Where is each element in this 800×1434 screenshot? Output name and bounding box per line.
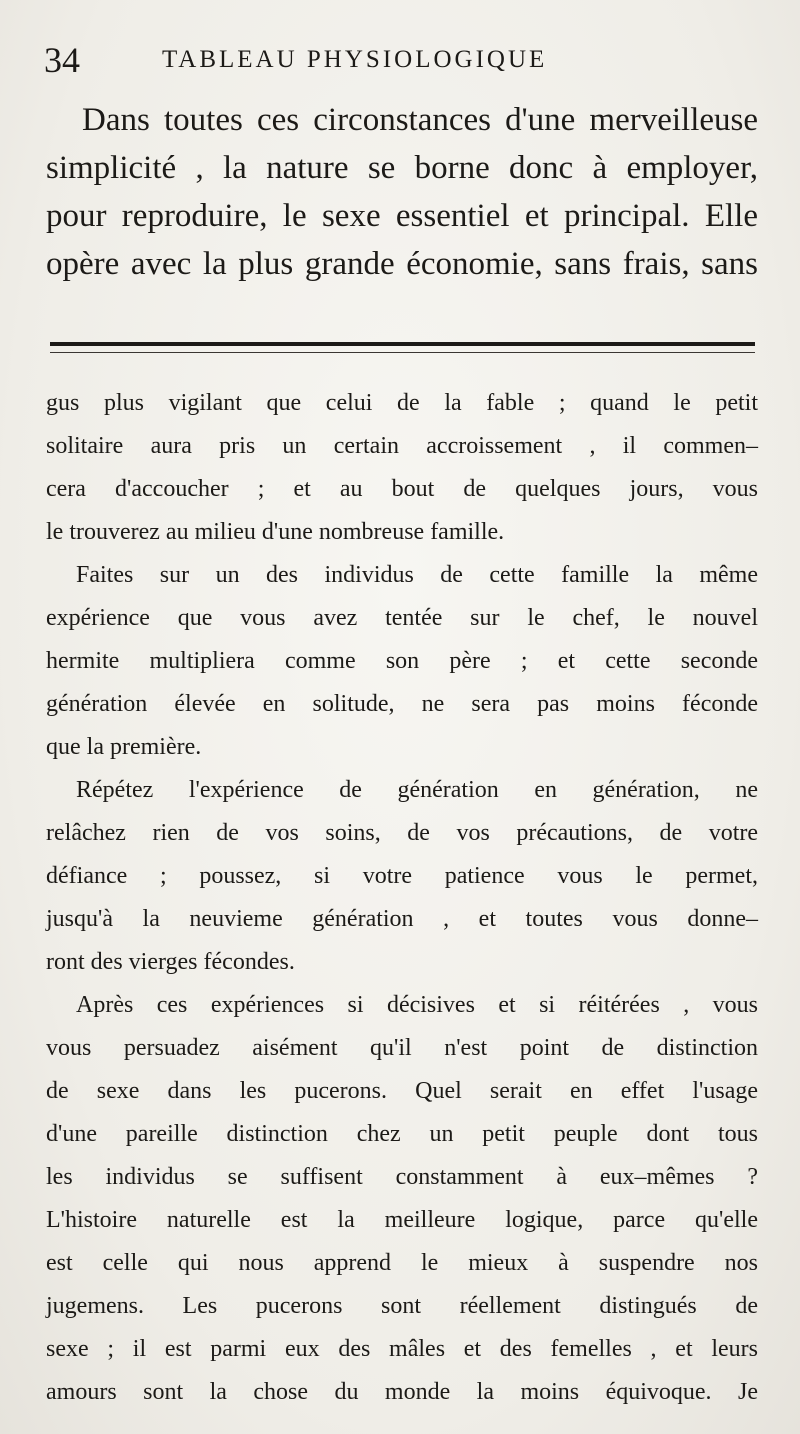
text-line: défiance ; poussez, si votre patience vous le permet, — [46, 863, 758, 889]
text-line: simplicité , la nature se borne donc à employer, — [46, 150, 758, 186]
text-line: hermite multipliera comme son père ; et cette seconde — [46, 648, 758, 674]
text-line: ront des vierges fécondes. — [46, 949, 295, 975]
text-line: les individus se suffisent constamment à eux–mêmes ? — [46, 1164, 758, 1190]
text-line: Dans toutes ces circonstances d'une merveilleuse — [82, 102, 758, 138]
text-line: cera d'accoucher ; et au bout de quelques jours, vous — [46, 476, 758, 502]
text-line: relâchez rien de vos soins, de vos précautions, de votre — [46, 820, 758, 846]
main-text — [46, 382, 758, 1414]
text-line: gus plus vigilant que celui de la fable ; quand le petit — [46, 390, 758, 416]
text-line: est celle qui nous apprend le mieux à suspendre nos — [46, 1250, 758, 1276]
text-line: vous persuadez aisément qu'il n'est point de distinction — [46, 1035, 758, 1061]
running-title: TABLEAU PHYSIOLOGIQUE — [162, 46, 548, 73]
text-line: Après ces expériences si décisives et si réitérées , vous — [76, 992, 758, 1018]
page-header — [40, 38, 760, 82]
text-line: amours sont la chose du monde la moins équivoque. Je — [46, 1379, 758, 1405]
text-line: que la première. — [46, 734, 202, 760]
text-line: sexe ; il est parmi eux des mâles et des femelles , et leurs — [46, 1336, 758, 1362]
text-line: de sexe dans les pucerons. Quel serait en effet l'usage — [46, 1078, 758, 1104]
text-line: pour reproduire, le sexe essentiel et principal. Elle — [46, 198, 758, 234]
separator-rule — [50, 342, 755, 346]
text-line: d'une pareille distinction chez un petit peuple dont tous — [46, 1121, 758, 1147]
text-line: jugemens. Les pucerons sont réellement distingués de — [46, 1293, 758, 1319]
text-line: opère avec la plus grande économie, sans frais, sans — [46, 246, 758, 282]
page-number: 34 — [44, 40, 80, 80]
text-line: génération élevée en solitude, ne sera pas moins féconde — [46, 691, 758, 717]
top-paragraph — [46, 96, 758, 288]
text-line: L'histoire naturelle est la meilleure logique, parce qu'elle — [46, 1207, 758, 1233]
text-line: jusqu'à la neuvieme génération , et toutes vous donne– — [46, 906, 758, 932]
text-line: Faites sur un des individus de cette famille la même — [76, 562, 758, 588]
text-line: Répétez l'expérience de génération en génération, ne — [76, 777, 758, 803]
text-line: solitaire aura pris un certain accroissement , il commen– — [46, 433, 758, 459]
text-line: expérience que vous avez tentée sur le chef, le nouvel — [46, 605, 758, 631]
text-line: le trouverez au milieu d'une nombreuse famille. — [46, 519, 505, 545]
separator-rule-thin — [50, 352, 755, 353]
